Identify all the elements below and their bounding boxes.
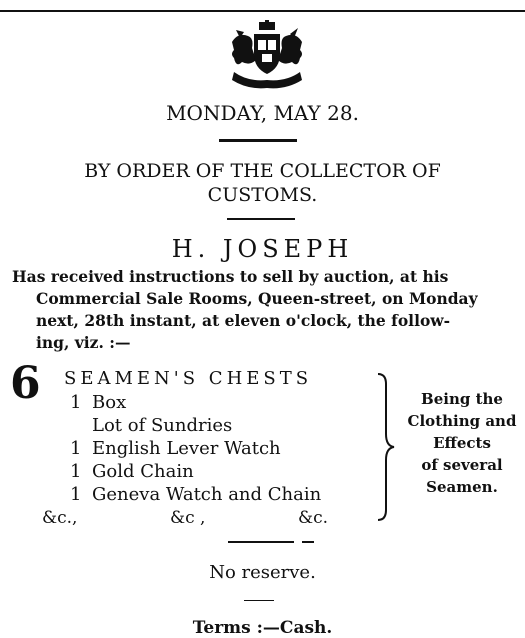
order-line-1: BY ORDER OF THE COLLECTOR OF	[84, 160, 441, 182]
side-note-line: Clothing and	[407, 412, 517, 430]
side-note-line: Being the	[421, 390, 503, 408]
body-line: Commercial Sale Rooms, Queen-street, on Monday	[36, 289, 478, 308]
item-qty: 1	[70, 438, 82, 459]
lot-title: SEAMEN'S CHESTS	[64, 368, 313, 389]
body-line: Has received instructions to sell by auction, at his	[12, 267, 449, 286]
etc-mark: &c.	[298, 508, 329, 528]
curly-brace-icon	[374, 372, 396, 522]
item-desc: Box	[92, 392, 127, 413]
date-heading: MONDAY, MAY 28.	[166, 101, 359, 125]
lot-count: 6	[10, 358, 41, 409]
divider	[302, 541, 314, 543]
divider	[219, 139, 297, 142]
body-line: ing, viz. :—	[36, 333, 131, 352]
item-desc: Gold Chain	[92, 461, 194, 482]
auctioneer-name: H. JOSEPH	[171, 235, 354, 263]
etc-mark: &c ,	[170, 508, 206, 528]
item-qty: 1	[70, 461, 82, 482]
divider	[244, 600, 274, 601]
side-note-line: Seamen.	[426, 478, 498, 496]
reserve-note: No reserve.	[209, 562, 316, 583]
side-note-line: Effects	[433, 434, 491, 452]
side-note-line: of several	[421, 456, 503, 474]
order-line-2: CUSTOMS.	[207, 184, 318, 206]
divider	[227, 218, 295, 220]
body-line: next, 28th instant, at eleven o'clock, the follow-	[36, 311, 451, 330]
royal-crest-icon	[228, 20, 306, 90]
terms-line: Terms :—Cash.	[192, 618, 333, 638]
item-qty: 1	[70, 392, 82, 413]
top-rule	[0, 10, 525, 12]
item-desc: Lot of Sundries	[92, 415, 233, 436]
divider	[228, 541, 294, 543]
item-desc: English Lever Watch	[92, 438, 281, 459]
item-desc: Geneva Watch and Chain	[92, 484, 322, 505]
item-qty: 1	[70, 484, 82, 505]
etc-mark: &c.,	[42, 508, 78, 528]
